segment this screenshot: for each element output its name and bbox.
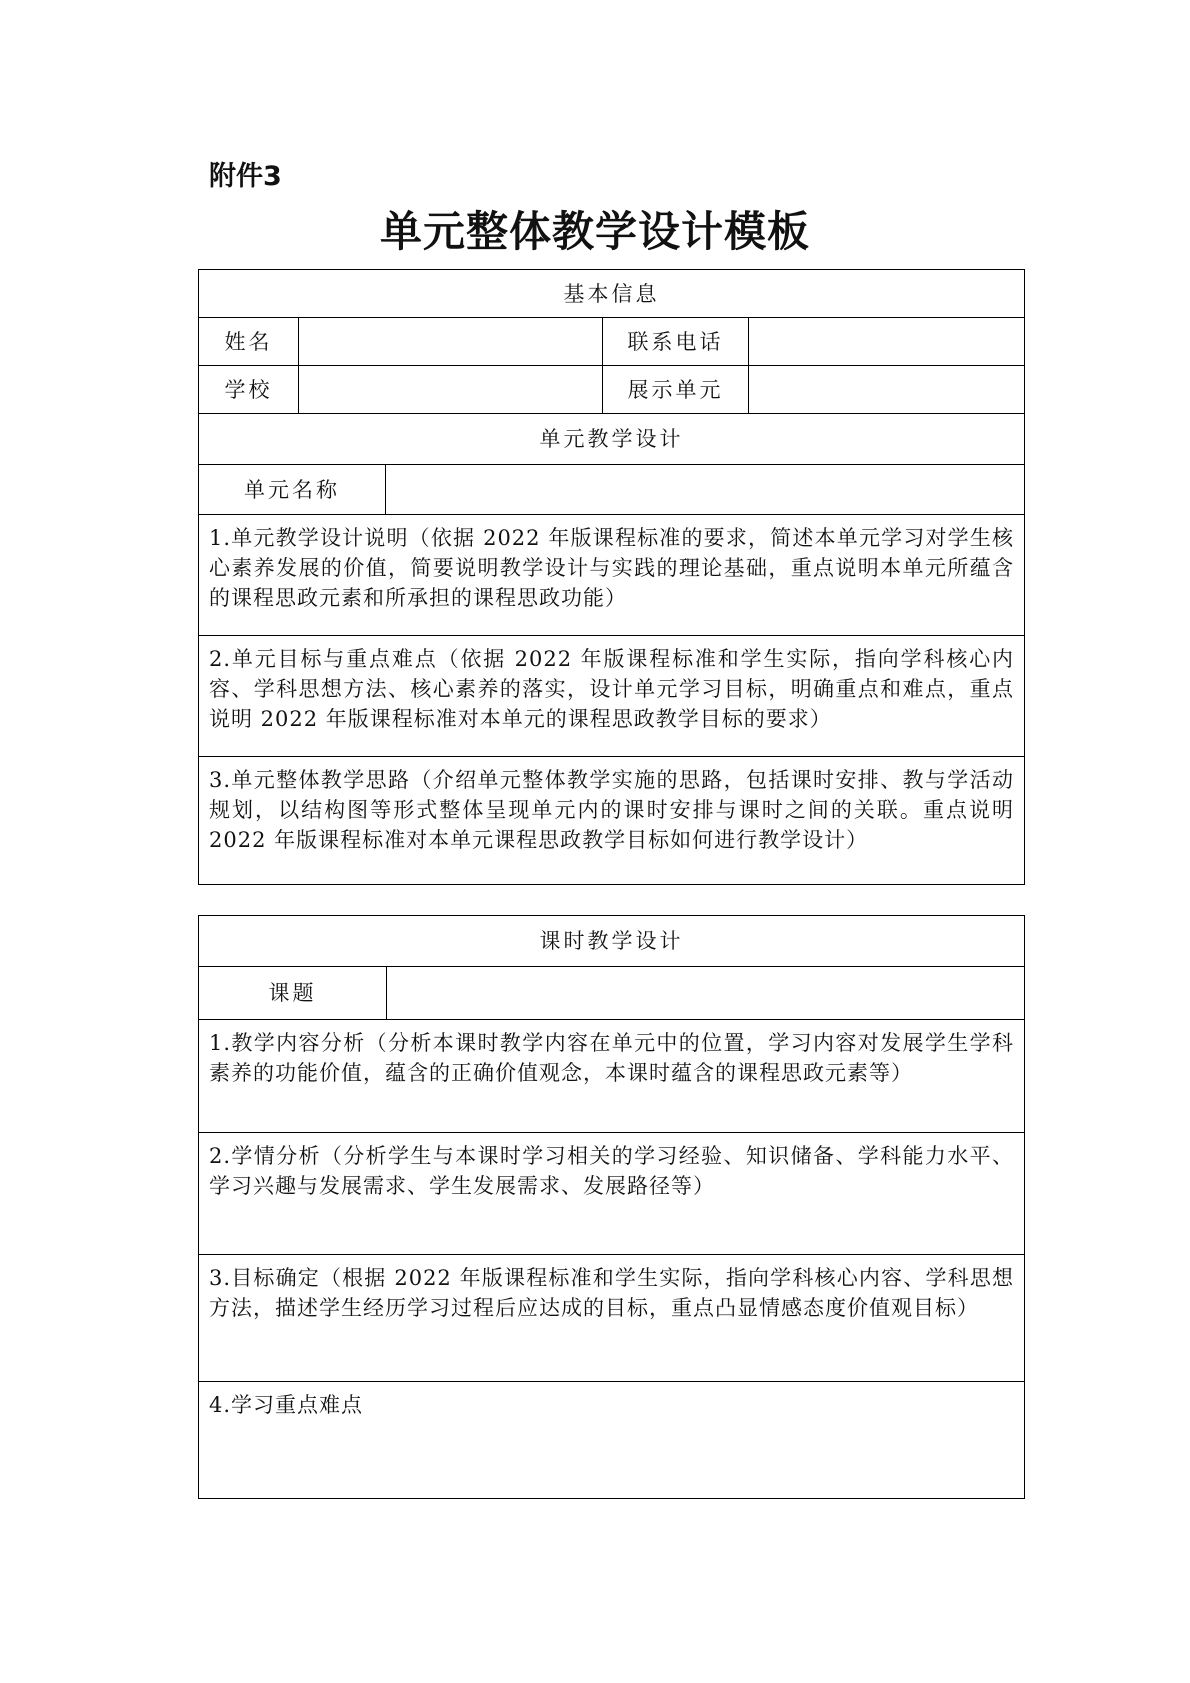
basic-info-header: 基本信息 xyxy=(199,270,1025,318)
unit-shown-label: 展示单元 xyxy=(603,366,749,414)
lesson-section-3[interactable]: 3.目标确定（根据 2022 年版课程标准和学生实际，指向学科核心内容、学科思想方法，描述学生经历学习过程后应达成的目标，重点凸显情感态度价值观目标） xyxy=(199,1255,1025,1382)
document-title: 单元整体教学设计模板 xyxy=(379,207,810,256)
table-row xyxy=(199,1255,1025,1382)
table-row xyxy=(199,270,1025,318)
school-label: 学校 xyxy=(199,366,299,414)
unit-name-field[interactable] xyxy=(386,465,1025,515)
unit-name-label: 单元名称 xyxy=(199,465,386,515)
table-row xyxy=(199,1133,1025,1255)
table-row xyxy=(199,318,1025,366)
name-label: 姓名 xyxy=(199,318,299,366)
table-row xyxy=(199,465,1025,515)
topic-field[interactable] xyxy=(387,967,1025,1020)
lesson-design-header: 课时教学设计 xyxy=(199,916,1025,967)
table-row xyxy=(199,636,1025,757)
lesson-design-table xyxy=(198,915,1025,1499)
lesson-section-4[interactable]: 4.学习重点难点 xyxy=(199,1382,1025,1499)
table-row xyxy=(199,1382,1025,1499)
table-row xyxy=(199,515,1025,636)
topic-label: 课题 xyxy=(199,967,387,1020)
school-field[interactable] xyxy=(299,366,603,414)
table-row xyxy=(199,366,1025,414)
phone-label: 联系电话 xyxy=(603,318,749,366)
attachment-label: 附件3 xyxy=(209,161,282,192)
unit-design-header: 单元教学设计 xyxy=(199,414,1025,465)
lesson-section-2[interactable]: 2.学情分析（分析学生与本课时学习相关的学习经验、知识储备、学科能力水平、学习兴趣与发展需求、学生发展需求、发展路径等） xyxy=(199,1133,1025,1255)
phone-field[interactable] xyxy=(749,318,1025,366)
table-row xyxy=(199,757,1025,885)
table-row xyxy=(199,1020,1025,1133)
table-row xyxy=(199,414,1025,465)
lesson-section-1[interactable]: 1.教学内容分析（分析本课时教学内容在单元中的位置，学习内容对发展学生学科素养的功能价值，蕴含的正确价值观念，本课时蕴含的课程思政元素等） xyxy=(199,1020,1025,1133)
unit-section-3[interactable]: 3.单元整体教学思路（介绍单元整体教学实施的思路，包括课时安排、教与学活动规划，以结构图等形式整体呈现单元内的课时安排与课时之间的关联。重点说明 2022 年版课程标准对本单元课程思政教学目标如何进行教学设计） xyxy=(199,757,1025,885)
unit-section-1[interactable]: 1.单元教学设计说明（依据 2022 年版课程标准的要求，简述本单元学习对学生核心素养发展的价值，简要说明教学设计与实践的理论基础，重点说明本单元所蕴含的课程思政元素和所承担的课程思政功能） xyxy=(199,515,1025,636)
unit-design-table xyxy=(198,269,1025,885)
unit-section-2[interactable]: 2.单元目标与重点难点（依据 2022 年版课程标准和学生实际，指向学科核心内容、学科思想方法、核心素养的落实，设计单元学习目标，明确重点和难点，重点说明 2022 年版课程标准对本单元的课程思政教学目标的要求） xyxy=(199,636,1025,757)
name-field[interactable] xyxy=(299,318,603,366)
table-row xyxy=(199,967,1025,1020)
unit-shown-field[interactable] xyxy=(749,366,1025,414)
table-row xyxy=(199,916,1025,967)
